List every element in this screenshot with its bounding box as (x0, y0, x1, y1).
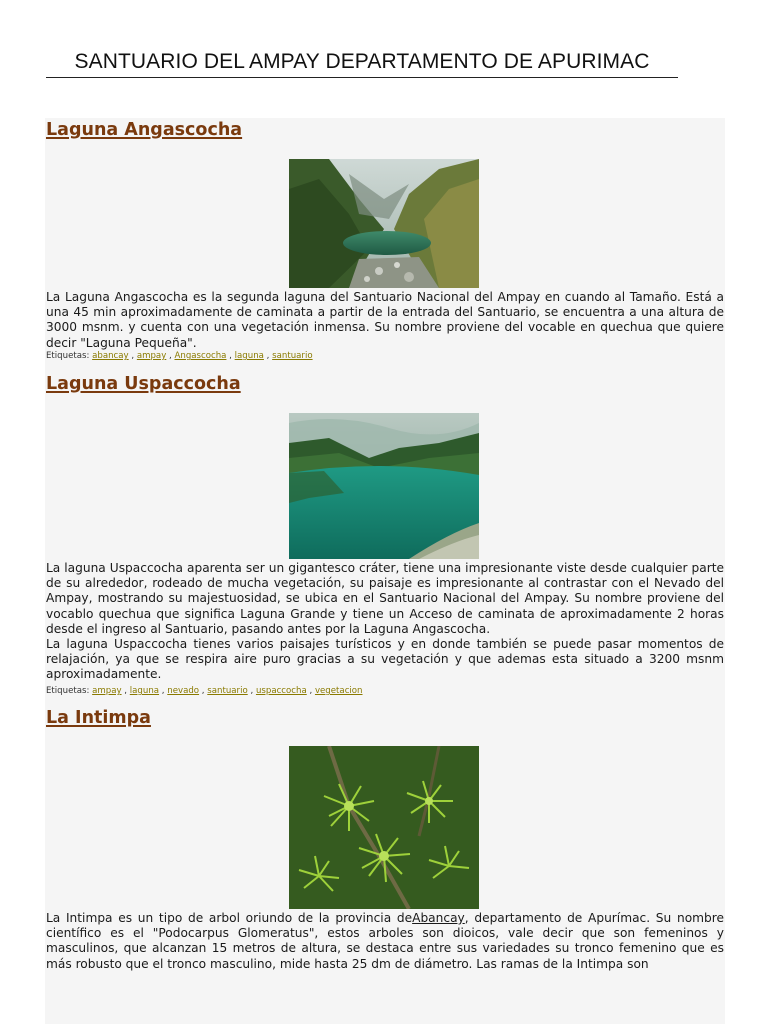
tag-link[interactable]: santuario (207, 686, 248, 696)
tags-label: Etiquetas: (46, 351, 90, 361)
tag-link[interactable]: santuario (272, 351, 313, 361)
text-after-link: , departamento de Apurímac. Su nombre científico es el "Podocarpus Glomeratus", estos arboles son dioicos, vale decir que son femeninos y masculinos, que alcanzan 15 metros de altura, se destaca entre sus variedades su tronco femenino que es más robusto que el tronco masculino, mide hasta 25 dm de diámetro. Las ramas de la Intimpa son (46, 911, 725, 971)
document-title: SANTUARIO DEL AMPAY DEPARTAMENTO DE APURIMAC (46, 50, 678, 78)
post-body-angascocha (46, 290, 724, 351)
tag-link[interactable]: laguna (234, 351, 264, 361)
tag-link[interactable]: uspaccocha (255, 686, 307, 696)
tags-label: Etiquetas: (46, 686, 90, 696)
tag-link[interactable]: nevado (167, 686, 200, 696)
post-title-intimpa[interactable]: La Intimpa (46, 708, 151, 728)
tag-link[interactable]: laguna (129, 686, 160, 696)
green-lagoon-photo (289, 413, 479, 559)
tag-link[interactable]: ampay (136, 351, 167, 361)
post-paragraph (46, 911, 724, 972)
post-paragraph: La laguna Uspaccocha aparenta ser un gigantesco cráter, tiene una impresionante viste desde cualquier parte de su alrededor, rodeado de mucha vegetación, su paisaje es impresionante al contrastar con el Nevado del Ampay, mostrando su majestuosidad, se ubica en el Santuario Nacional del Ampay. Su nombre proviene del vocablo quechua que significa Laguna Grande y tiene un Acceso de caminata de aproximadamente 2 horas desde el ingreso al Santuario, pasando antes por la Laguna Angascocha. (46, 561, 724, 636)
post-title-uspaccocha[interactable]: Laguna Uspaccocha (46, 374, 241, 394)
tag-link[interactable]: Angascocha (174, 351, 227, 361)
post-paragraph: La laguna Uspaccocha tienes varios paisajes turísticos y en donde también se puede pasar momentos de relajación, ya que se respira aire puro gracias a su vegetación y que ademas esta situado a 3200 msnm aproximadamente. (46, 637, 724, 682)
text-before-link: La Intimpa es un tipo de arbol oriundo de la provincia de (46, 911, 413, 925)
intimpa-tree-photo (289, 746, 479, 909)
tag-link[interactable]: ampay (92, 686, 122, 696)
post-tags-angascocha: Etiquetas: abancay , ampay , Angascocha , laguna , santuario (46, 351, 313, 361)
post-tags-uspaccocha: Etiquetas: ampay , laguna , nevado , santuario , uspaccocha , vegetacion (46, 686, 363, 696)
tag-link[interactable]: vegetacion (314, 686, 363, 696)
post-body-intimpa (46, 911, 724, 972)
post-body-uspaccocha (46, 561, 724, 683)
tag-link[interactable]: abancay (92, 351, 129, 361)
post-paragraph: La Laguna Angascocha es la segunda laguna del Santuario Nacional del Ampay en cuando al Tamaño. Está a una 45 min aproximadamente de caminata a partir de la entrada del Santuario, se encuentra a una altura de 3000 msnm. y cuenta con una vegetación inmensa. Su nombre proviene del vocable en quechua que quiere decir "Laguna Pequeña". (46, 290, 724, 350)
abancay-link[interactable]: Abancay (412, 911, 465, 925)
post-title-angascocha[interactable]: Laguna Angascocha (46, 120, 243, 140)
mountain-lake-photo (289, 159, 479, 288)
